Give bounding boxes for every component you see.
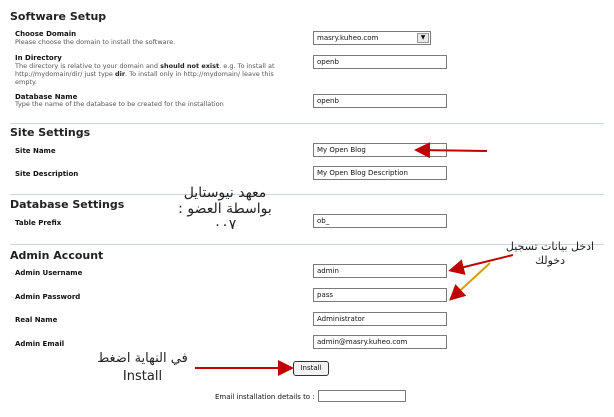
site-description-label: Site Description: [15, 170, 79, 178]
admin-username-input[interactable]: admin: [313, 264, 447, 278]
in-directory-label: In Directory: [15, 54, 62, 62]
section-title-site-settings: Site Settings: [10, 126, 91, 139]
table-prefix-label: Table Prefix: [15, 219, 62, 227]
choose-domain-desc: Please choose the domain to install the software.: [15, 38, 176, 46]
install-button[interactable]: Install: [293, 361, 329, 376]
admin-password-input[interactable]: pass: [313, 288, 447, 302]
domain-select-value: masry.kuheo.com: [317, 34, 379, 42]
site-name-label: Site Name: [15, 147, 56, 155]
login-note-text: ادخل بيانات تسجيل دخولك: [505, 240, 595, 267]
db-name-input[interactable]: openb: [313, 94, 447, 108]
arrow-to-username: [452, 255, 513, 270]
arrow-to-site-name: [418, 150, 487, 151]
admin-email-label: Admin Email: [15, 340, 65, 348]
watermark-text: معهد نيوستايل بواسطة العضو : ٠٠٧: [178, 185, 272, 233]
install-note-text: في النهاية اضغط Install: [97, 351, 188, 384]
db-name-label: Database Name: [15, 93, 78, 101]
email-details-label: Email installation details to :: [215, 393, 315, 401]
chevron-down-icon[interactable]: ▼: [417, 33, 429, 43]
real-name-input[interactable]: Administrator: [313, 312, 447, 326]
admin-email-input[interactable]: admin@masry.kuheo.com: [313, 335, 447, 349]
section-title-database-settings: Database Settings: [10, 198, 125, 211]
site-description-input[interactable]: My Open Blog Description: [313, 166, 447, 180]
db-name-desc: Type the name of the database to be created for the installation: [15, 100, 224, 108]
in-directory-desc: The directory is relative to your domain and should not exist. e.g. To install at http://mydomain/dir/ just type dir. To install only in http://mydomain/ leave this empty.: [15, 62, 275, 86]
in-directory-input[interactable]: openb: [313, 55, 447, 69]
table-prefix-input[interactable]: ob_: [313, 214, 447, 228]
admin-password-label: Admin Password: [15, 293, 81, 301]
section-title-admin-account: Admin Account: [10, 249, 104, 262]
choose-domain-label: Choose Domain: [15, 30, 77, 38]
section-title-software-setup: Software Setup: [10, 10, 107, 23]
admin-username-label: Admin Username: [15, 269, 83, 277]
real-name-label: Real Name: [15, 316, 58, 324]
site-name-input[interactable]: My Open Blog: [313, 143, 447, 157]
